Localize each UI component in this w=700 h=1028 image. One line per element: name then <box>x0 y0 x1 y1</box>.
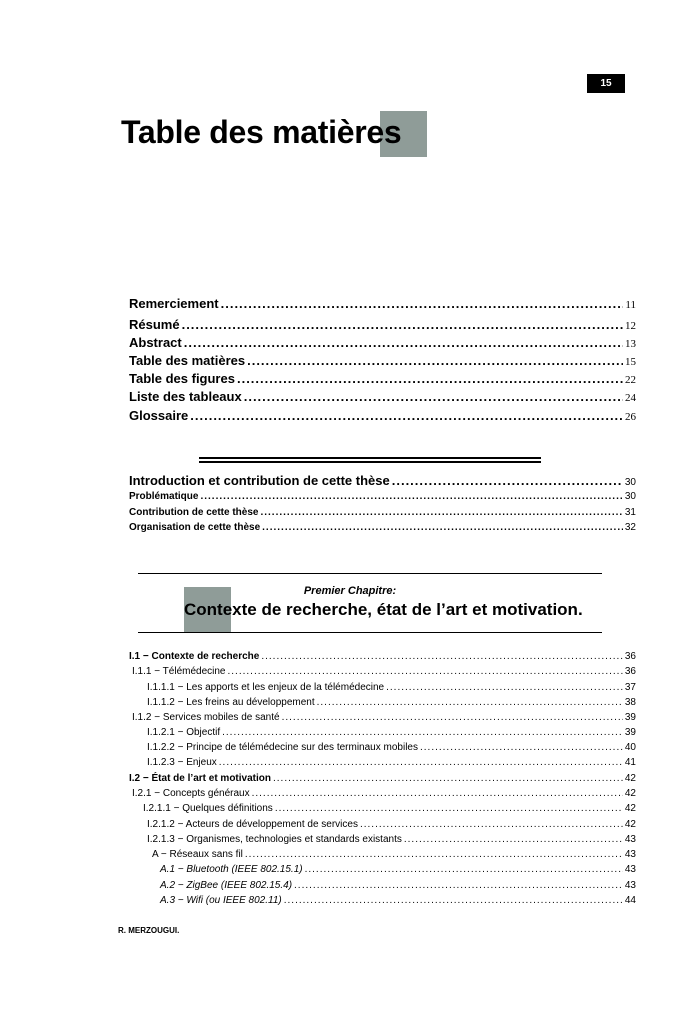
toc-entry[interactable] <box>0 834 700 845</box>
toc-entry[interactable] <box>0 757 700 768</box>
toc-entry-abstract[interactable] <box>0 335 700 350</box>
leader-dots <box>317 697 623 708</box>
toc-entry-label: I.1.2.3 − Enjeux <box>147 757 217 768</box>
toc-entry-page: 42 <box>624 803 636 814</box>
toc-entry-page: 44 <box>624 895 636 906</box>
leader-dots <box>404 834 623 845</box>
toc-entry-remerciement[interactable] <box>0 296 700 311</box>
toc-entry-page: 30 <box>624 491 636 502</box>
leader-dots <box>261 651 623 662</box>
leader-dots <box>247 353 623 368</box>
toc-entry[interactable] <box>0 727 700 738</box>
toc-entry-label: A.1 − Bluetooth (IEEE 802.15.1) <box>160 864 303 875</box>
toc-entry-page: 36 <box>624 666 636 677</box>
leader-dots <box>222 727 623 738</box>
toc-entry-label: Table des matières <box>129 353 246 368</box>
leader-dots <box>275 803 623 814</box>
page-title: Table des matières <box>121 114 402 150</box>
toc-entry-label: I.1.2 − Services mobiles de santé <box>132 712 280 723</box>
toc-entry-page: 32 <box>624 522 636 533</box>
toc-entry-label: Introduction et contribution de cette thèse <box>129 473 390 488</box>
toc-entry-page: 26 <box>625 411 636 423</box>
leader-dots <box>228 666 623 677</box>
toc-entry-label: A.2 − ZigBee (IEEE 802.15.4) <box>160 880 293 891</box>
toc-entry-resume[interactable] <box>0 317 700 332</box>
toc-entry-label: A.3 − Wifi (ou IEEE 802.11) <box>160 895 282 906</box>
toc-entry-page: 13 <box>625 338 636 350</box>
page-number-badge <box>587 74 625 93</box>
leader-dots <box>294 880 623 891</box>
toc-entry-label: I.1.2.1 − Objectif <box>147 727 221 738</box>
toc-entry-organisation[interactable] <box>0 522 700 533</box>
toc-entry-page: 31 <box>624 507 636 518</box>
toc-entry-table-des-matieres[interactable] <box>0 353 700 368</box>
toc-entry-introduction[interactable] <box>0 473 700 488</box>
toc-entry-page: 24 <box>625 392 636 404</box>
leader-dots <box>237 371 623 386</box>
toc-entry-page: 30 <box>624 477 636 488</box>
toc-entry[interactable] <box>0 864 700 875</box>
leader-dots <box>273 773 623 784</box>
chapter-rule-bottom <box>138 632 602 633</box>
toc-entry-label: I.2.1.1 − Quelques définitions <box>143 803 273 814</box>
toc-entry-label: Contribution de cette thèse <box>129 507 259 518</box>
chapter-label: Premier Chapitre: <box>303 585 397 597</box>
toc-entry-page: 39 <box>624 712 636 723</box>
page-number: 15 <box>600 78 612 89</box>
toc-entry[interactable] <box>0 803 700 814</box>
leader-dots <box>282 712 623 723</box>
leader-dots <box>221 296 624 311</box>
toc-entry-label: I.1 − Contexte de recherche <box>129 651 260 662</box>
toc-entry-label: Table des figures <box>129 371 235 386</box>
separator-bottom-line <box>199 461 541 463</box>
leader-dots <box>245 849 623 860</box>
toc-entry-label: I.2.1.2 − Acteurs de développement de services <box>147 819 358 830</box>
toc-entry-label: I.2 − État de l’art et motivation <box>129 773 271 784</box>
toc-entry-label: I.1.1.2 − Les freins au développement <box>147 697 315 708</box>
toc-entry-contribution[interactable] <box>0 507 700 518</box>
toc-entry-page: 11 <box>625 299 636 311</box>
separator-top-line <box>199 457 541 459</box>
leader-dots <box>182 317 623 332</box>
toc-entry-page: 43 <box>624 834 636 845</box>
toc-entry-label: Résumé <box>129 317 180 332</box>
toc-entry-page: 39 <box>624 727 636 738</box>
toc-entry-label: Problématique <box>129 491 199 502</box>
toc-entry-label: I.2.1.3 − Organismes, technologies et standards existants <box>147 834 402 845</box>
leader-dots <box>190 408 623 423</box>
toc-entry-problematique[interactable] <box>0 491 700 502</box>
leader-dots <box>360 819 623 830</box>
toc-entry-table-des-figures[interactable] <box>0 371 700 386</box>
chapter-rule-top <box>138 573 602 574</box>
toc-entry-label: Liste des tableaux <box>129 389 242 404</box>
leader-dots <box>386 682 623 693</box>
toc-entry-page: 42 <box>624 788 636 799</box>
leader-dots <box>252 788 623 799</box>
toc-entry-page: 42 <box>624 773 636 784</box>
toc-entry-page: 37 <box>624 682 636 693</box>
toc-entry[interactable] <box>0 895 700 906</box>
toc-entry-page: 15 <box>625 356 636 368</box>
toc-entry-label: I.1.1.1 − Les apports et les enjeux de la télémédecine <box>147 682 385 693</box>
toc-entry-glossaire[interactable] <box>0 408 700 423</box>
toc-entry[interactable] <box>0 849 700 860</box>
toc-entry-page: 38 <box>624 697 636 708</box>
leader-dots <box>262 522 623 533</box>
toc-entry-page: 43 <box>624 864 636 875</box>
toc-entry-page: 41 <box>624 757 636 768</box>
toc-entry[interactable] <box>0 697 700 708</box>
toc-entry[interactable] <box>0 880 700 891</box>
leader-dots <box>305 864 623 875</box>
toc-entry-label: I.1.1 − Télémédecine <box>132 666 226 677</box>
leader-dots <box>392 473 623 488</box>
toc-entry-page: 43 <box>624 849 636 860</box>
toc-entry[interactable] <box>0 666 700 677</box>
toc-entry-label: Organisation de cette thèse <box>129 522 261 533</box>
chapter-title: Contexte de recherche, état de l’art et motivation. <box>184 600 583 619</box>
leader-dots <box>284 895 623 906</box>
toc-entry[interactable] <box>0 773 700 784</box>
toc-entry[interactable] <box>0 682 700 693</box>
toc-entry-page: 12 <box>625 320 636 332</box>
toc-entry-label: A − Réseaux sans fil <box>152 849 243 860</box>
toc-entry[interactable] <box>0 742 700 753</box>
toc-entry[interactable] <box>0 788 700 799</box>
toc-entry-label: Abstract <box>129 335 182 350</box>
leader-dots <box>260 507 622 518</box>
leader-dots <box>420 742 623 753</box>
leader-dots <box>200 491 622 502</box>
toc-entry-label: Remerciement <box>129 296 219 311</box>
toc-entry-page: 22 <box>625 374 636 386</box>
toc-entry[interactable] <box>0 819 700 830</box>
toc-entry-label: I.2.1 − Concepts généraux <box>132 788 250 799</box>
leader-dots <box>244 389 623 404</box>
leader-dots <box>219 757 623 768</box>
author-footer: R. MERZOUGUI. <box>118 926 180 935</box>
toc-entry-page: 40 <box>624 742 636 753</box>
toc-entry[interactable] <box>0 712 700 723</box>
leader-dots <box>184 335 623 350</box>
toc-entry-label: Glossaire <box>129 408 189 423</box>
toc-entry-page: 43 <box>624 880 636 891</box>
toc-entry-label: I.1.2.2 − Principe de télémédecine sur des terminaux mobiles <box>147 742 418 753</box>
toc-entry[interactable] <box>0 651 700 662</box>
toc-entry-page: 42 <box>624 819 636 830</box>
toc-entry-liste-des-tableaux[interactable] <box>0 389 700 404</box>
toc-entry-page: 36 <box>624 651 636 662</box>
